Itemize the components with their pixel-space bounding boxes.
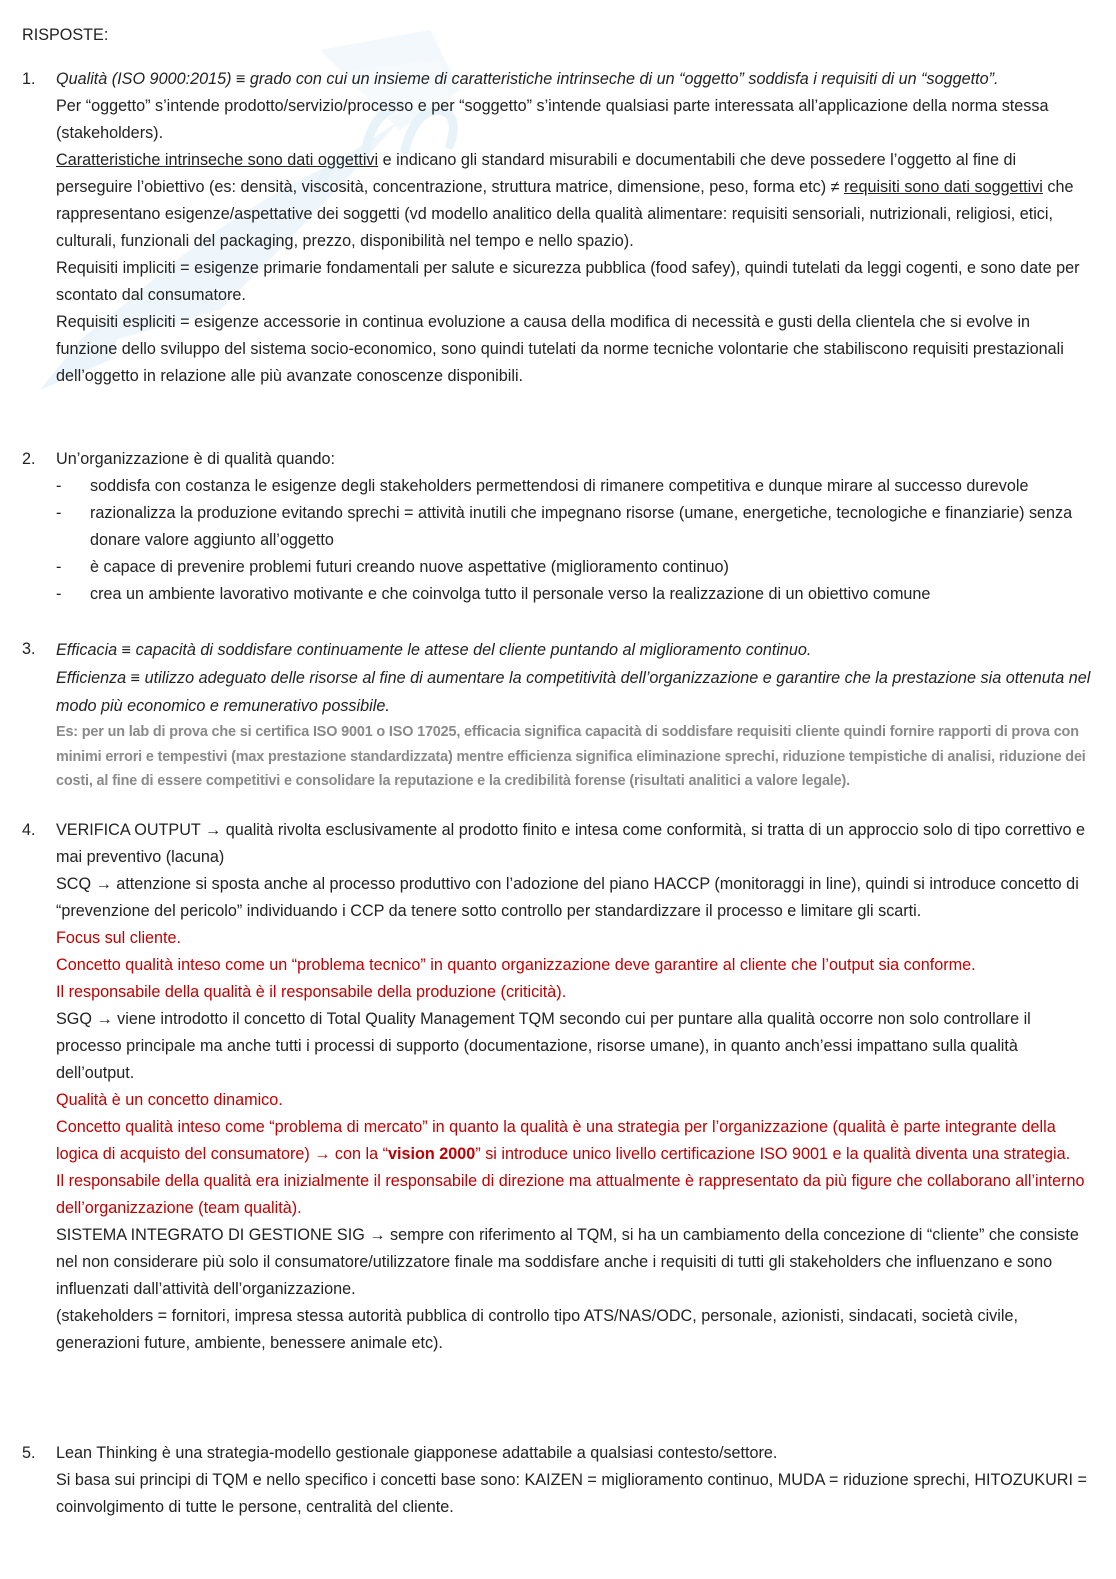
- item-body: [56, 66, 1092, 390]
- red-note: Qualità è un concetto dinamico.: [56, 1091, 283, 1109]
- characteristics-text: e indicano gli standard misurabili e documentabili che deve possedere l’oggetto al fine di perseguire l’obiettivo (es: densità, viscosità, concentrazione, struttura matrice, dimensione, peso, forma etc) ≠: [56, 151, 1017, 196]
- answer-item-5: [22, 1440, 1092, 1521]
- answer-item-3: [22, 636, 1092, 794]
- item-body: [56, 817, 1092, 1357]
- page-heading: RISPOSTE:: [22, 26, 109, 44]
- list-item: [56, 581, 1092, 608]
- implicit-requirements: Requisiti impliciti = esigenze primarie fondamentali per salute e sicurezza pubblica (food safey), quindi tutelati da leggi cogenti, e sono date per scontato dal consumatore.: [56, 259, 1080, 304]
- item-number: 5.: [22, 1444, 36, 1462]
- quality-definition: Qualità (ISO 9000:2015) ≡ grado con cui un insieme di caratteristiche intrinseche di un “oggetto” soddisfa i requisiti di un “soggetto”.: [56, 70, 999, 88]
- red-note: Il responsabile della qualità è il responsabile della produzione (criticità).: [56, 983, 567, 1001]
- stakeholders-paragraph: (stakeholders = fornitori, impresa stessa autorità pubblica di controllo tipo ATS/NAS/ODC, personale, azionisti, sindacati, società civile, generazioni future, ambiente, benessere animale etc).: [56, 1307, 1018, 1352]
- answer-item-1: [22, 66, 1092, 390]
- sig-paragraph: SISTEMA INTEGRATO DI GESTIONE SIG → sempre con riferimento al TQM, si ha un cambiamento della concezione di “cliente” che consiste nel non considerare più solo il consumatore/utilizzatore finale ma soddisfare anche i requisiti di tutti gli stakeholders che influenzano e sono influenzati dall’attività dell’organizzazione.: [56, 1226, 1079, 1298]
- dash-bullet: -: [56, 585, 62, 603]
- red-note: Focus sul cliente.: [56, 929, 182, 947]
- list-item-text: crea un ambiente lavorativo motivante e che coinvolga tutto il personale verso la realizzazione di un obiettivo comune: [90, 585, 931, 603]
- underlined-requirements: requisiti sono dati soggettivi: [844, 178, 1043, 196]
- item-number: 2.: [22, 450, 36, 468]
- red-note: Concetto qualità inteso come un “problema tecnico” in quanto organizzazione deve garantire al cliente che l’output sia conforme.: [56, 956, 976, 974]
- sgq-paragraph: SGQ → viene introdotto il concetto di Total Quality Management TQM secondo cui per puntare alla qualità occorre non solo controllare il processo principale ma anche tutti i processi di supporto (documentazione, risorse umane), in quanto anch’essi impattano sulla qualità dell’output.: [56, 1010, 1031, 1082]
- scq-paragraph: SCQ → attenzione si sposta anche al processo produttivo con l’adozione del piano HACCP (monitoraggi in line), quindi si introduce concetto di “prevenzione del pericolo” individuando i CCP da tenere sotto controllo per standardizzare il processo e limitare gli scarti.: [56, 875, 1079, 920]
- list-item-text: soddisfa con costanza le esigenze degli stakeholders permettendosi di rimanere competitiva e dunque mirare al successo durevole: [90, 477, 1029, 495]
- underlined-characteristics: Caratteristiche intrinseche sono dati oggettivi: [56, 151, 379, 169]
- example-note: Es: per un lab di prova che si certifica ISO 9001 o ISO 17025, efficacia significa capacità di soddisfare requisiti cliente quindi fornire rapporti di prova con minimi errori e tempestivi (max prestazione standardizzata) mentre efficienza significa eliminazione sprechi, riduzione tempistiche di analisi, riduzione dei costi, al fine di essere competitivi e consolidare la reputazione e la credibilità forense (risultati analitici a valore legale).: [56, 724, 1086, 789]
- dash-bullet: -: [56, 504, 62, 522]
- dash-bullet: -: [56, 477, 62, 495]
- requirements-text: che rappresentano esigenze/aspettative dei soggetti (vd modello analitico della qualità alimentare: requisiti sensoriali, nutrizionali, religiosi, etici, culturali, funzionali del packaging, prezzo, disponibilità nel tempo e nello spazio).: [56, 178, 1074, 250]
- item-number: 4.: [22, 821, 36, 839]
- item-body: [56, 446, 1092, 608]
- lean-thinking-paragraph: Lean Thinking è una strategia-modello gestionale giapponese adattabile a qualsiasi contesto/settore.: [56, 1444, 778, 1462]
- list-item: [56, 473, 1092, 500]
- list-item-text: razionalizza la produzione evitando sprechi = attività inutili che impegnano risorse (umane, energetiche, tecnologiche e finanziarie) senza donare valore aggiunto all’oggetto: [90, 504, 1073, 549]
- item-body: [56, 636, 1092, 794]
- item-number: 3.: [22, 640, 36, 658]
- output-verification: VERIFICA OUTPUT → qualità rivolta esclusivamente al prodotto finito e intesa come conformità, si tratta di un approccio solo di tipo correttivo e mai preventivo (lacuna): [56, 821, 1085, 866]
- list-item-text: è capace di prevenire problemi futuri creando nuove aspettative (miglioramento continuo): [90, 558, 729, 576]
- item-intro: Un’organizzazione è di qualità quando:: [56, 450, 335, 468]
- answer-item-4: [22, 817, 1092, 1357]
- explicit-requirements: Requisiti espliciti = esigenze accessorie in continua evoluzione a causa della modifica di necessità e gusti della clientela che si evolve in funzione dello sviluppo del sistema socio-economico, sono quindi tutelati da norme tecniche volontarie che stabiliscono requisiti prestazionali dell’oggetto in relazione alle più avanzate conoscenze disponibili.: [56, 313, 1064, 385]
- vision-text-after: ” si introduce unico livello certificazione ISO 9001 e la qualità diventa una strategia.: [475, 1145, 1071, 1163]
- vision-text-before: Concetto qualità inteso come “problema di mercato” in quanto la qualità è una strategia per l’organizzazione (qualità è parte integrante della logica di acquisto del consumatore) → con la “: [56, 1118, 1056, 1163]
- item-number: 1.: [22, 70, 36, 88]
- vision-2000-highlight: vision 2000: [388, 1145, 476, 1163]
- tqm-principles-paragraph: Si basa sui principi di TQM e nello specifico i concetti base sono: KAIZEN = miglioramento continuo, MUDA = riduzione sprechi, HITOZUKURI = coinvolgimento di tutte le persone, centralità del cliente.: [56, 1471, 1087, 1516]
- list-item: [56, 554, 1092, 581]
- list-item: [56, 500, 1092, 554]
- answer-item-2: [22, 446, 1092, 608]
- item-body: [56, 1440, 1092, 1521]
- dash-bullet: -: [56, 558, 62, 576]
- red-note-vision: [56, 1114, 1092, 1168]
- red-note: Il responsabile della qualità era inizialmente il responsabile di direzione ma attualmente è rappresentato da più figure che collaborano all’interno dell’organizzazione (team qualità).: [56, 1172, 1085, 1217]
- object-subject-paragraph: Per “oggetto” s’intende prodotto/servizio/processo e per “soggetto” s’intende qualsiasi parte interessata all’applicazione della norma stessa (stakeholders).: [56, 97, 1049, 142]
- characteristics-paragraph: [56, 147, 1092, 255]
- efficiency-definition: Efficienza ≡ utilizzo adeguato delle risorse al fine di aumentare la competitività dell’organizzazione e garantire che la prestazione sia ottenuta nel modo più economico e remunerativo possibile.: [56, 669, 1091, 715]
- efficacy-definition: Efficacia ≡ capacità di soddisfare continuamente le attese del cliente puntando al miglioramento continuo.: [56, 641, 812, 659]
